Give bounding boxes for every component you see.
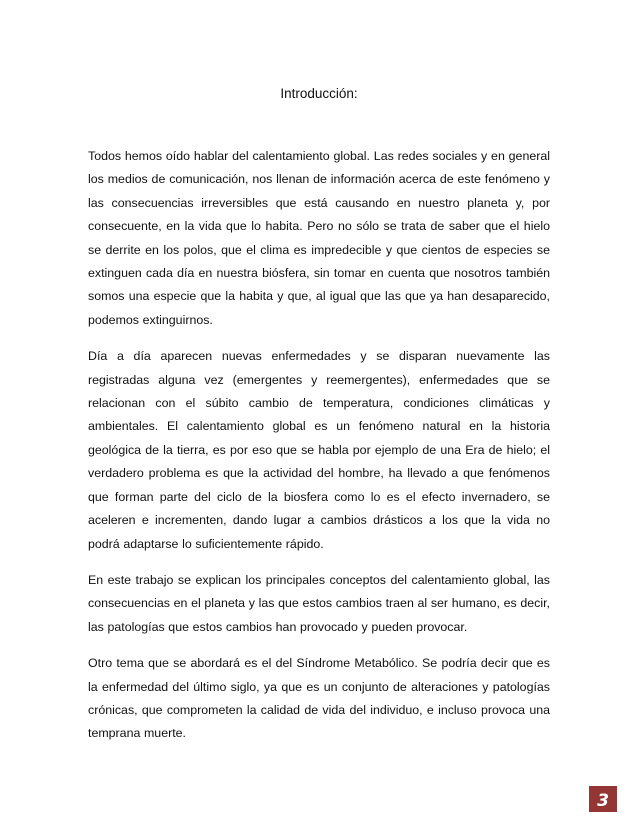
paragraph-2: Día a día aparecen nuevas enfermedades y se disparan nuevamente las registradas alguna vez (emergentes y reemergentes), enfermedades que se relacionan con el súbito cambio de temperatura, condiciones climáticas y ambientales. El calentamiento global es un fenómeno natural en la historia geológica de la tierra, es por eso que se habla por ejemplo de una Era de hielo; el verdadero problema es que la actividad del hombre, ha llevado a que fenómenos que forman parte del ciclo de la biosfera como lo es el efecto invernadero, se aceleren e incrementen, dando lugar a cambios drásticos a los que la vida no podrá adaptarse lo suficientemente rápido.: [88, 349, 550, 551]
page-number: 3: [597, 791, 609, 811]
page-title: Introducción:: [280, 86, 358, 101]
paragraph-3: En este trabajo se explican los principales conceptos del calentamiento global, las consecuencias en el planeta y las que estos cambios traen al ser humano, es decir, las patologías que estos cambios han provocado y pueden provocar.: [88, 572, 550, 634]
body-text: [88, 145, 550, 759]
paragraph-4: Otro tema que se abordará es el del Síndrome Metabólico. Se podría decir que es la enfermedad del último siglo, ya que es un conjunto de alteraciones y patologías crónicas, que comprometen la calidad de vida del individuo, e incluso provoca una temprana muerte.: [88, 656, 550, 741]
page-number-box: [589, 786, 617, 812]
paragraph-1: Todos hemos oído hablar del calentamiento global. Las redes sociales y en general los medios de comunicación, nos llenan de información acerca de este fenómeno y las consecuencias irreversibles que está causando en nuestro planeta y, por consecuente, en la vida que lo habita. Pero no sólo se trata de saber que el hielo se derrite en los polos, que el clima es impredecible y que cientos de especies se extinguen cada día en nuestra biósfera, sin tomar en cuenta que nosotros también somos una especie que la habita y que, al igual que las que ya han desaparecido, podemos extinguirnos.: [88, 149, 550, 327]
